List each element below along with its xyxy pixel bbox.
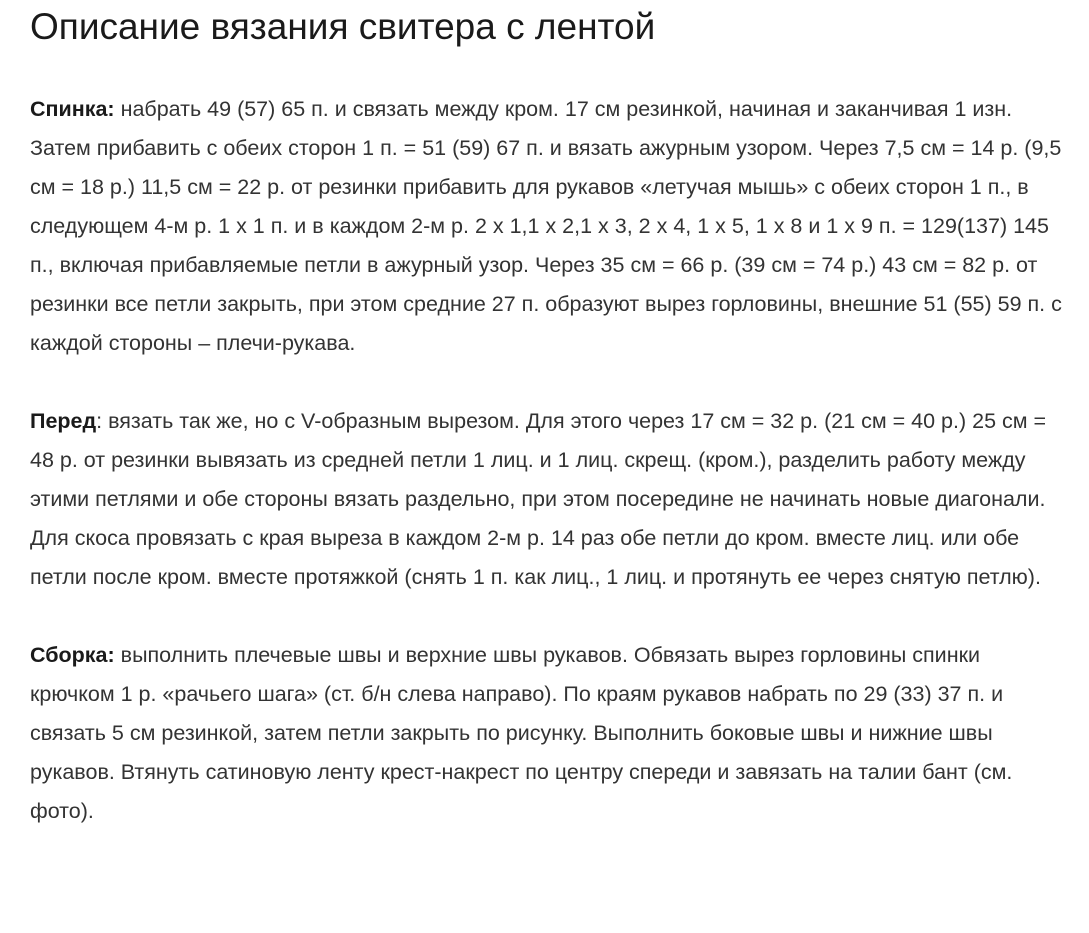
section-text-back: набрать 49 (57) 65 п. и связать между кром. 17 см резинкой, начиная и заканчивая 1 изн. Затем прибавить с обеих сторон 1 п. = 51 (59) 67 п. и вязать ажурным узором. Через 7,5 см = 14 р. (9,5 см = 18 р.) 11,5 см = 22 р. от резинки прибавить для рукавов «летучая мышь» с обеих сторон 1 п., в следующем 4-м р. 1 х 1 п. и в каждом 2-м р. 2 х 1,1 х 2,1 х 3, 2 х 4, 1 х 5, 1 х 8 и 1 х 9 п. = 129(137) 145 п., включая прибавляемые петли в ажурный узор. Через 35 см = 66 р. (39 см = 74 р.) 43 см = 82 р. от резинки все петли закрыть, при этом средние 27 п. образуют вырез горловины, внешние 51 (55) 59 п. с каждой стороны – плечи-рукава. <box>30 97 1062 355</box>
section-back <box>30 90 1070 363</box>
section-text-assembly: выполнить плечевые швы и верхние швы рукавов. Обвязать вырез горловины спинки крючком 1 р. «рачьего шага» (ст. б/н слева направо). По краям рукавов набрать по 29 (33) 37 п. и связать 5 см резинкой, затем петли закрыть по рисунку. Выполнить боковые швы и нижние швы рукавов. Втянуть сатиновую ленту крест-накрест по центру спереди и завязать на талии бант (см. фото). <box>30 643 1013 823</box>
section-text-front: : вязать так же, но с V-образным вырезом. Для этого через 17 см = 32 р. (21 см = 40 р.) 25 см = 48 р. от резинки вывязать из средней петли 1 лиц. и 1 лиц. скрещ. (кром.), разделить работу между этими петлями и обе стороны вязать раздельно, при этом посередине не начинать новые диагонали. Для скоса провязать с края выреза в каждом 2-м р. 14 раз обе петли до кром. вместе лиц. или обе петли после кром. вместе протяжкой (снять 1 п. как лиц., 1 лиц. и протянуть ее через снятую петлю). <box>30 409 1047 589</box>
section-assembly <box>30 636 1070 831</box>
article <box>30 0 1070 831</box>
section-front <box>30 402 1070 597</box>
section-label-assembly: Сборка: <box>30 643 115 667</box>
section-label-back: Спинка: <box>30 97 115 121</box>
page-title: Описание вязания свитера с лентой <box>30 6 656 47</box>
section-label-front: Перед <box>30 409 97 433</box>
